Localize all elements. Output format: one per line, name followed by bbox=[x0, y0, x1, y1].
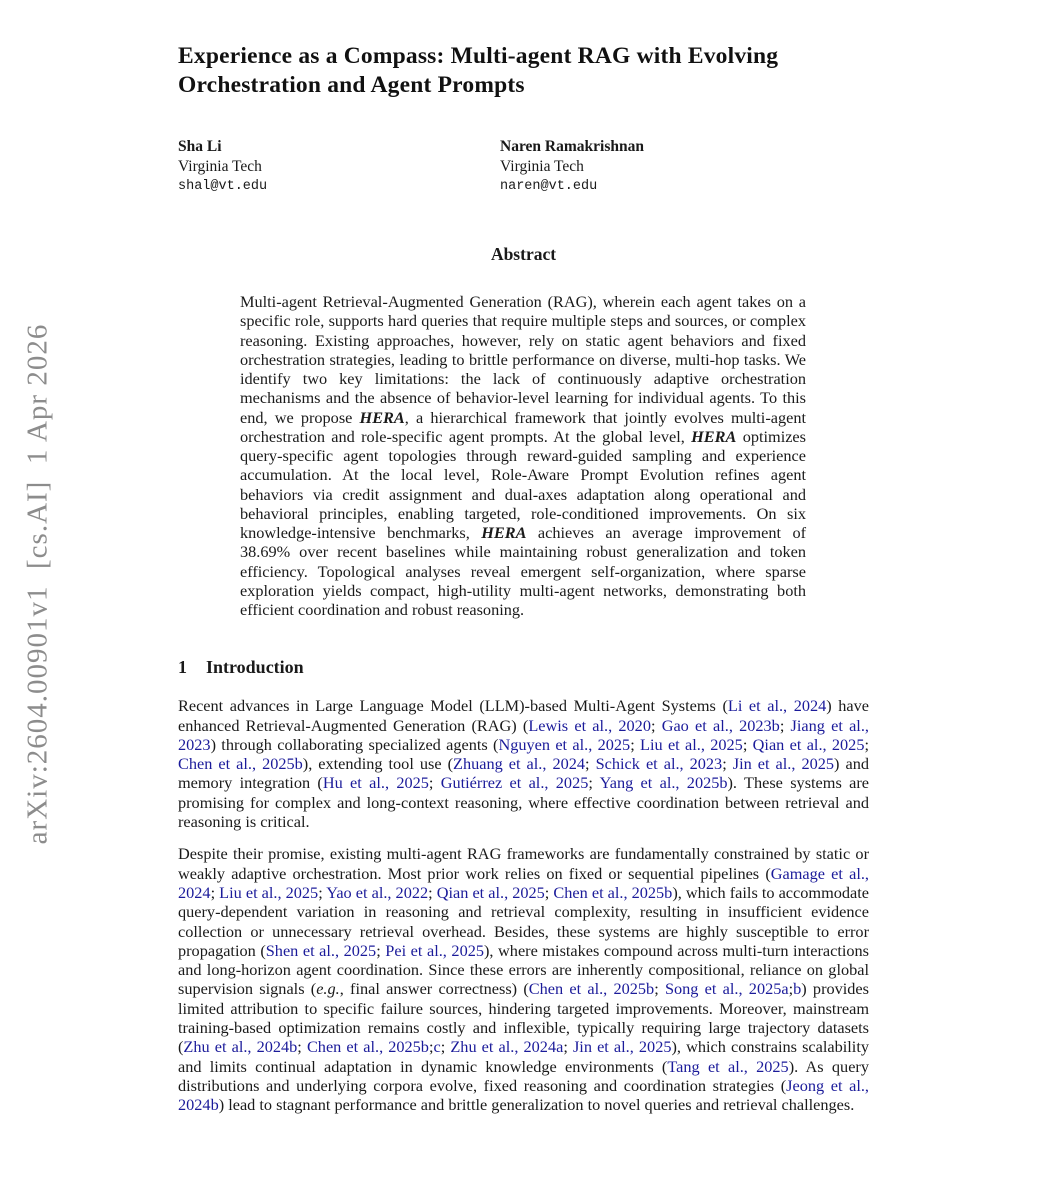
citation-link[interactable]: Chen et al., 2025b bbox=[528, 979, 655, 999]
body-text: ; bbox=[630, 734, 641, 754]
citation-link[interactable]: Jin et al., 2025 bbox=[732, 754, 835, 774]
section-title: Introduction bbox=[206, 657, 304, 678]
body-text: ; bbox=[318, 882, 327, 902]
citation-link[interactable]: Gamage et al., 2024 bbox=[178, 863, 869, 902]
citation-link[interactable]: Li et al., 2024 bbox=[727, 696, 827, 716]
body-text: ). These systems are promising for complex and long-context reasoning, where effective coordination between retrieval and reasoning is critical. bbox=[178, 773, 869, 832]
body-text: ). As query distributions and underlying corpora evolve, fixed reasoning and coordination strategies ( bbox=[178, 1056, 869, 1095]
intro-paragraph-1 bbox=[178, 696, 869, 831]
citation-link[interactable]: Song et al., 2025a bbox=[664, 979, 789, 999]
arxiv-stamp: arXiv:2604.00901v1 [cs.AI] 1 Apr 2026 bbox=[21, 323, 54, 845]
citation-link[interactable]: Chen et al., 2025b bbox=[178, 754, 303, 774]
body-text: Despite their promise, existing multi-agent RAG frameworks are fundamentally constrained by static or weakly adaptive orchestration. Most prior work relies on fixed or sequential pipelines ( bbox=[178, 844, 869, 883]
citation-link[interactable]: Yao et al., 2022 bbox=[326, 882, 429, 902]
author-1 bbox=[178, 137, 500, 197]
citation-link[interactable]: Nguyen et al., 2025 bbox=[498, 734, 631, 754]
italic-text: e.g. bbox=[316, 979, 340, 999]
citation-link[interactable]: Zhu et al., 2024a bbox=[450, 1037, 564, 1057]
body-text: ; bbox=[544, 882, 554, 902]
paper-title-line-1: Experience as a Compass: Multi-agent RAG with Evolving bbox=[178, 43, 779, 69]
citation-link[interactable]: Shen et al., 2025 bbox=[265, 940, 377, 960]
author-block bbox=[178, 137, 869, 197]
citation-link[interactable]: Pei et al., 2025 bbox=[385, 940, 484, 960]
paper-content bbox=[178, 42, 869, 1114]
author-affiliation: Virginia Tech bbox=[500, 158, 584, 175]
body-text: ; bbox=[428, 882, 437, 902]
hera-emphasis: HERA bbox=[691, 426, 737, 446]
body-text: Recent advances in Large Language Model (LLM)-based Multi-Agent Systems ( bbox=[178, 696, 728, 716]
body-text: ) through collaborating specialized agents ( bbox=[210, 734, 499, 754]
citation-link[interactable]: Jin et al., 2025 bbox=[572, 1037, 672, 1057]
body-text: ) provides limited attribution to specific failure sources, hindering targeted improvements. Moreover, mainstream training-based optimization remains costly and inflexible, typically requiring large trajectory datasets ( bbox=[178, 979, 869, 1057]
hera-emphasis: HERA bbox=[359, 407, 405, 427]
citation-link[interactable]: Gutiérrez et al., 2025 bbox=[440, 773, 589, 793]
section-1-heading bbox=[178, 655, 869, 679]
body-text: , a hierarchical framework that jointly evolves multi-agent orchestration and role-specific agent prompts. At the global level, bbox=[240, 407, 806, 446]
abstract-heading: Abstract bbox=[490, 244, 557, 264]
body-text: ; bbox=[650, 715, 662, 735]
body-text: , final answer correctness) ( bbox=[339, 979, 529, 999]
citation-link[interactable]: Zhu et al., 2024b bbox=[183, 1037, 298, 1057]
body-text: ), extending tool use ( bbox=[302, 754, 454, 774]
citation-link[interactable]: Liu et al., 2025 bbox=[219, 882, 319, 902]
body-text: ; bbox=[864, 734, 869, 754]
body-text: achieves an average improvement of 38.69% over recent baselines while maintaining robust generalization and token efficiency. Topological analyses reveal emergent self-organization, where sparse exploration yields compact, high-utility multi-agent networks, demonstrating both efficient coordination and robust reasoning. bbox=[240, 523, 807, 619]
body-text: ; bbox=[742, 734, 753, 754]
body-text: ; bbox=[779, 715, 791, 735]
intro-paragraph-2 bbox=[178, 844, 869, 1114]
body-text: ; bbox=[654, 979, 665, 999]
author-name: Naren Ramakrishnan bbox=[500, 138, 644, 155]
citation-link[interactable]: Jiang et al., 2023 bbox=[178, 715, 869, 754]
citation-link[interactable]: Tang et al., 2025 bbox=[667, 1056, 789, 1076]
citation-link[interactable]: Chen et al., 2025b bbox=[553, 882, 673, 902]
author-affiliation: Virginia Tech bbox=[178, 158, 262, 175]
body-text: ) have enhanced Retrieval-Augmented Generation (RAG) ( bbox=[178, 696, 870, 735]
hera-emphasis: HERA bbox=[481, 523, 527, 542]
author-email: naren@vt.edu bbox=[500, 179, 598, 194]
citation-link[interactable]: Zhuang et al., 2024 bbox=[453, 754, 586, 774]
citation-link[interactable]: Jeong et al., 2024b bbox=[178, 1075, 869, 1115]
author-email: shal@vt.edu bbox=[178, 179, 268, 194]
citation-link[interactable]: b bbox=[793, 979, 802, 999]
body-text: ; bbox=[428, 773, 441, 793]
author-2 bbox=[500, 137, 822, 197]
citation-link[interactable]: Lewis et al., 2020 bbox=[528, 715, 651, 735]
citation-link[interactable]: Hu et al., 2025 bbox=[322, 773, 429, 793]
citation-link[interactable]: Qian et al., 2025 bbox=[436, 882, 545, 902]
body-text: ; bbox=[722, 754, 733, 774]
body-text: ; bbox=[563, 1037, 573, 1057]
body-text: ) and memory integration ( bbox=[178, 754, 869, 793]
body-text: ; bbox=[788, 979, 794, 999]
body-text: Multi-agent Retrieval-Augmented Generation (RAG), wherein each agent takes on a specific role, supports hard queries that require multiple steps and sources, or complex reasoning. Existing approaches, however, rely on static agent behaviors and fixed orchestration strategies, leading to brittle performance on diverse, multi-hop tasks. We identify two key limitations: the lack of continuously adaptive orchestration mechanisms and the absence of behavior-level learning for individual agents. To this end, we propose bbox=[240, 292, 806, 427]
paper-title bbox=[178, 42, 869, 100]
citation-link[interactable]: Liu et al., 2025 bbox=[640, 734, 743, 754]
body-text: ; bbox=[210, 882, 220, 902]
body-text: ), which constrains scalability and limits continual adaptation in dynamic knowledge environments ( bbox=[178, 1037, 869, 1076]
body-text: ; bbox=[297, 1037, 307, 1057]
paper-title-line-2: Orchestration and Agent Prompts bbox=[178, 72, 525, 98]
section-number: 1 bbox=[178, 657, 187, 678]
body-text: ), where mistakes compound across multi-turn interactions and long-horizon agent coordination. Since these errors are inherently compositional, reliance on global supervision signals ( bbox=[178, 940, 870, 999]
citation-link[interactable]: Schick et al., 2023 bbox=[595, 754, 723, 774]
body-text: optimizes query-specific agent topologies through reward-guided sampling and experience accumulation. At the local level, Role-Aware Prompt Evolution refines agent behaviors via credit assignment and dual-axes adaptation along operational and behavioral principles, enabling targeted, role-conditioned improvements. On six knowledge-intensive benchmarks, bbox=[240, 426, 806, 542]
citation-link[interactable]: Chen et al., 2025b bbox=[306, 1037, 429, 1057]
citation-link[interactable]: Gao et al., 2023b bbox=[661, 715, 780, 735]
body-text: ; bbox=[585, 754, 596, 774]
body-text: ; bbox=[440, 1037, 451, 1057]
body-text: ) lead to stagnant performance and brittle generalization to novel queries and retrieval challenges. bbox=[218, 1095, 855, 1115]
author-name: Sha Li bbox=[178, 138, 222, 155]
body-text: ; bbox=[376, 940, 386, 960]
citation-link[interactable]: Yang et al., 2025b bbox=[599, 773, 728, 793]
body-text: ; bbox=[588, 773, 600, 793]
citation-link[interactable]: Qian et al., 2025 bbox=[752, 734, 865, 754]
body-text: ), which fails to accommodate query-dependent variation in reasoning and retrieval complexity, resulting in insufficient evidence collection or unnecessary retrieval overhead. Besides, these systems are highly susceptible to error propagation ( bbox=[178, 882, 869, 960]
abstract-text bbox=[240, 292, 806, 619]
citation-link[interactable]: c bbox=[433, 1037, 441, 1057]
body-text: ; bbox=[428, 1037, 434, 1057]
